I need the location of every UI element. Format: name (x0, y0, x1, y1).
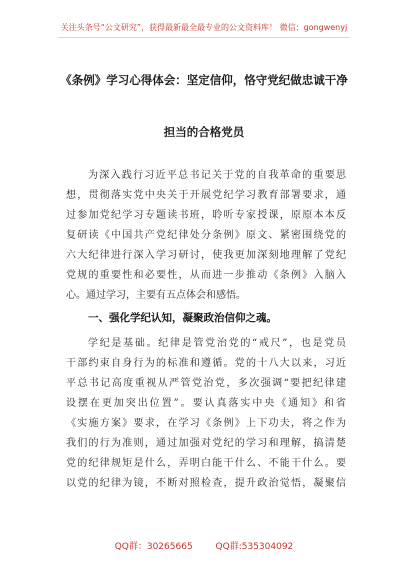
paragraph-1-line: 过参加党纪学习专题读书班，聆听专家授课，原原本本反 (66, 210, 346, 221)
paragraph-1-line: 想，贯彻落实党中央关于开展党纪学习教育部署要求，通 (66, 190, 346, 201)
paragraph-2-line: 学纪是基础。纪律是管党治党的“戒尺”，也是党员 (88, 338, 346, 349)
paragraph-1-line: 六大纪律进行深入学习研讨，使我更加深刻地理解了党纪 (66, 250, 346, 261)
paragraph-2-line: 我们的行为准则，通过加强对党纪的学习和理解，搞清楚 (66, 438, 346, 449)
document-title-line-2: 担当的合格党员 (163, 125, 245, 139)
paragraph-2-line: 设摆在更加突出位置”。要认真落实中央《通知》和省 (66, 398, 346, 409)
footer-contact (0, 539, 408, 552)
footer-qq-group-2: QQ群:535304092 (215, 542, 294, 552)
paragraph-2-line: 党的纪律规矩是什么，弄明白能干什么、不能干什么。要 (66, 458, 346, 469)
header-divider (58, 37, 350, 38)
paragraph-1-line: 党规的重要性和必要性，从而进一步推动《条例》入脑入 (66, 270, 346, 281)
paragraph-2-line: 以党的纪律为镜，不断对照检查，提升政治觉悟，凝聚信 (66, 478, 346, 489)
paragraph-1-line: 心。通过学习，主要有五点体会和感悟。 (66, 290, 246, 301)
section-1-heading: 一、强化学纪认知，凝聚政治信仰之魂。 (88, 312, 277, 324)
paragraph-1-line: 为深入践行习近平总书记关于党的自我革命的重要思 (88, 170, 346, 181)
paragraph-2-line: 干部约束自身行为的标准和遵循。党的十八大以来，习近 (66, 358, 346, 369)
paragraph-2-line: 平总书记高度重视从严管党治党，多次强调“要把纪律建 (66, 378, 346, 389)
paragraph-1-line: 复研读《中国共产党纪律处分条例》原文、紧密围绕党的 (66, 230, 346, 241)
paragraph-2-line: 《实施方案》要求，在学习《条例》上下功夫，将之作为 (66, 418, 346, 429)
footer-qq-group-1: QQ群：30265665 (114, 542, 193, 552)
document-title-line-1: 《条例》学习心得体会：坚定信仰，恪守党纪做忠诚干净 (60, 73, 348, 87)
header-banner: 关注头条号“公文研究”，获得最新最全最专业的公文资料库！ 微信：gongwenyj (60, 23, 348, 32)
